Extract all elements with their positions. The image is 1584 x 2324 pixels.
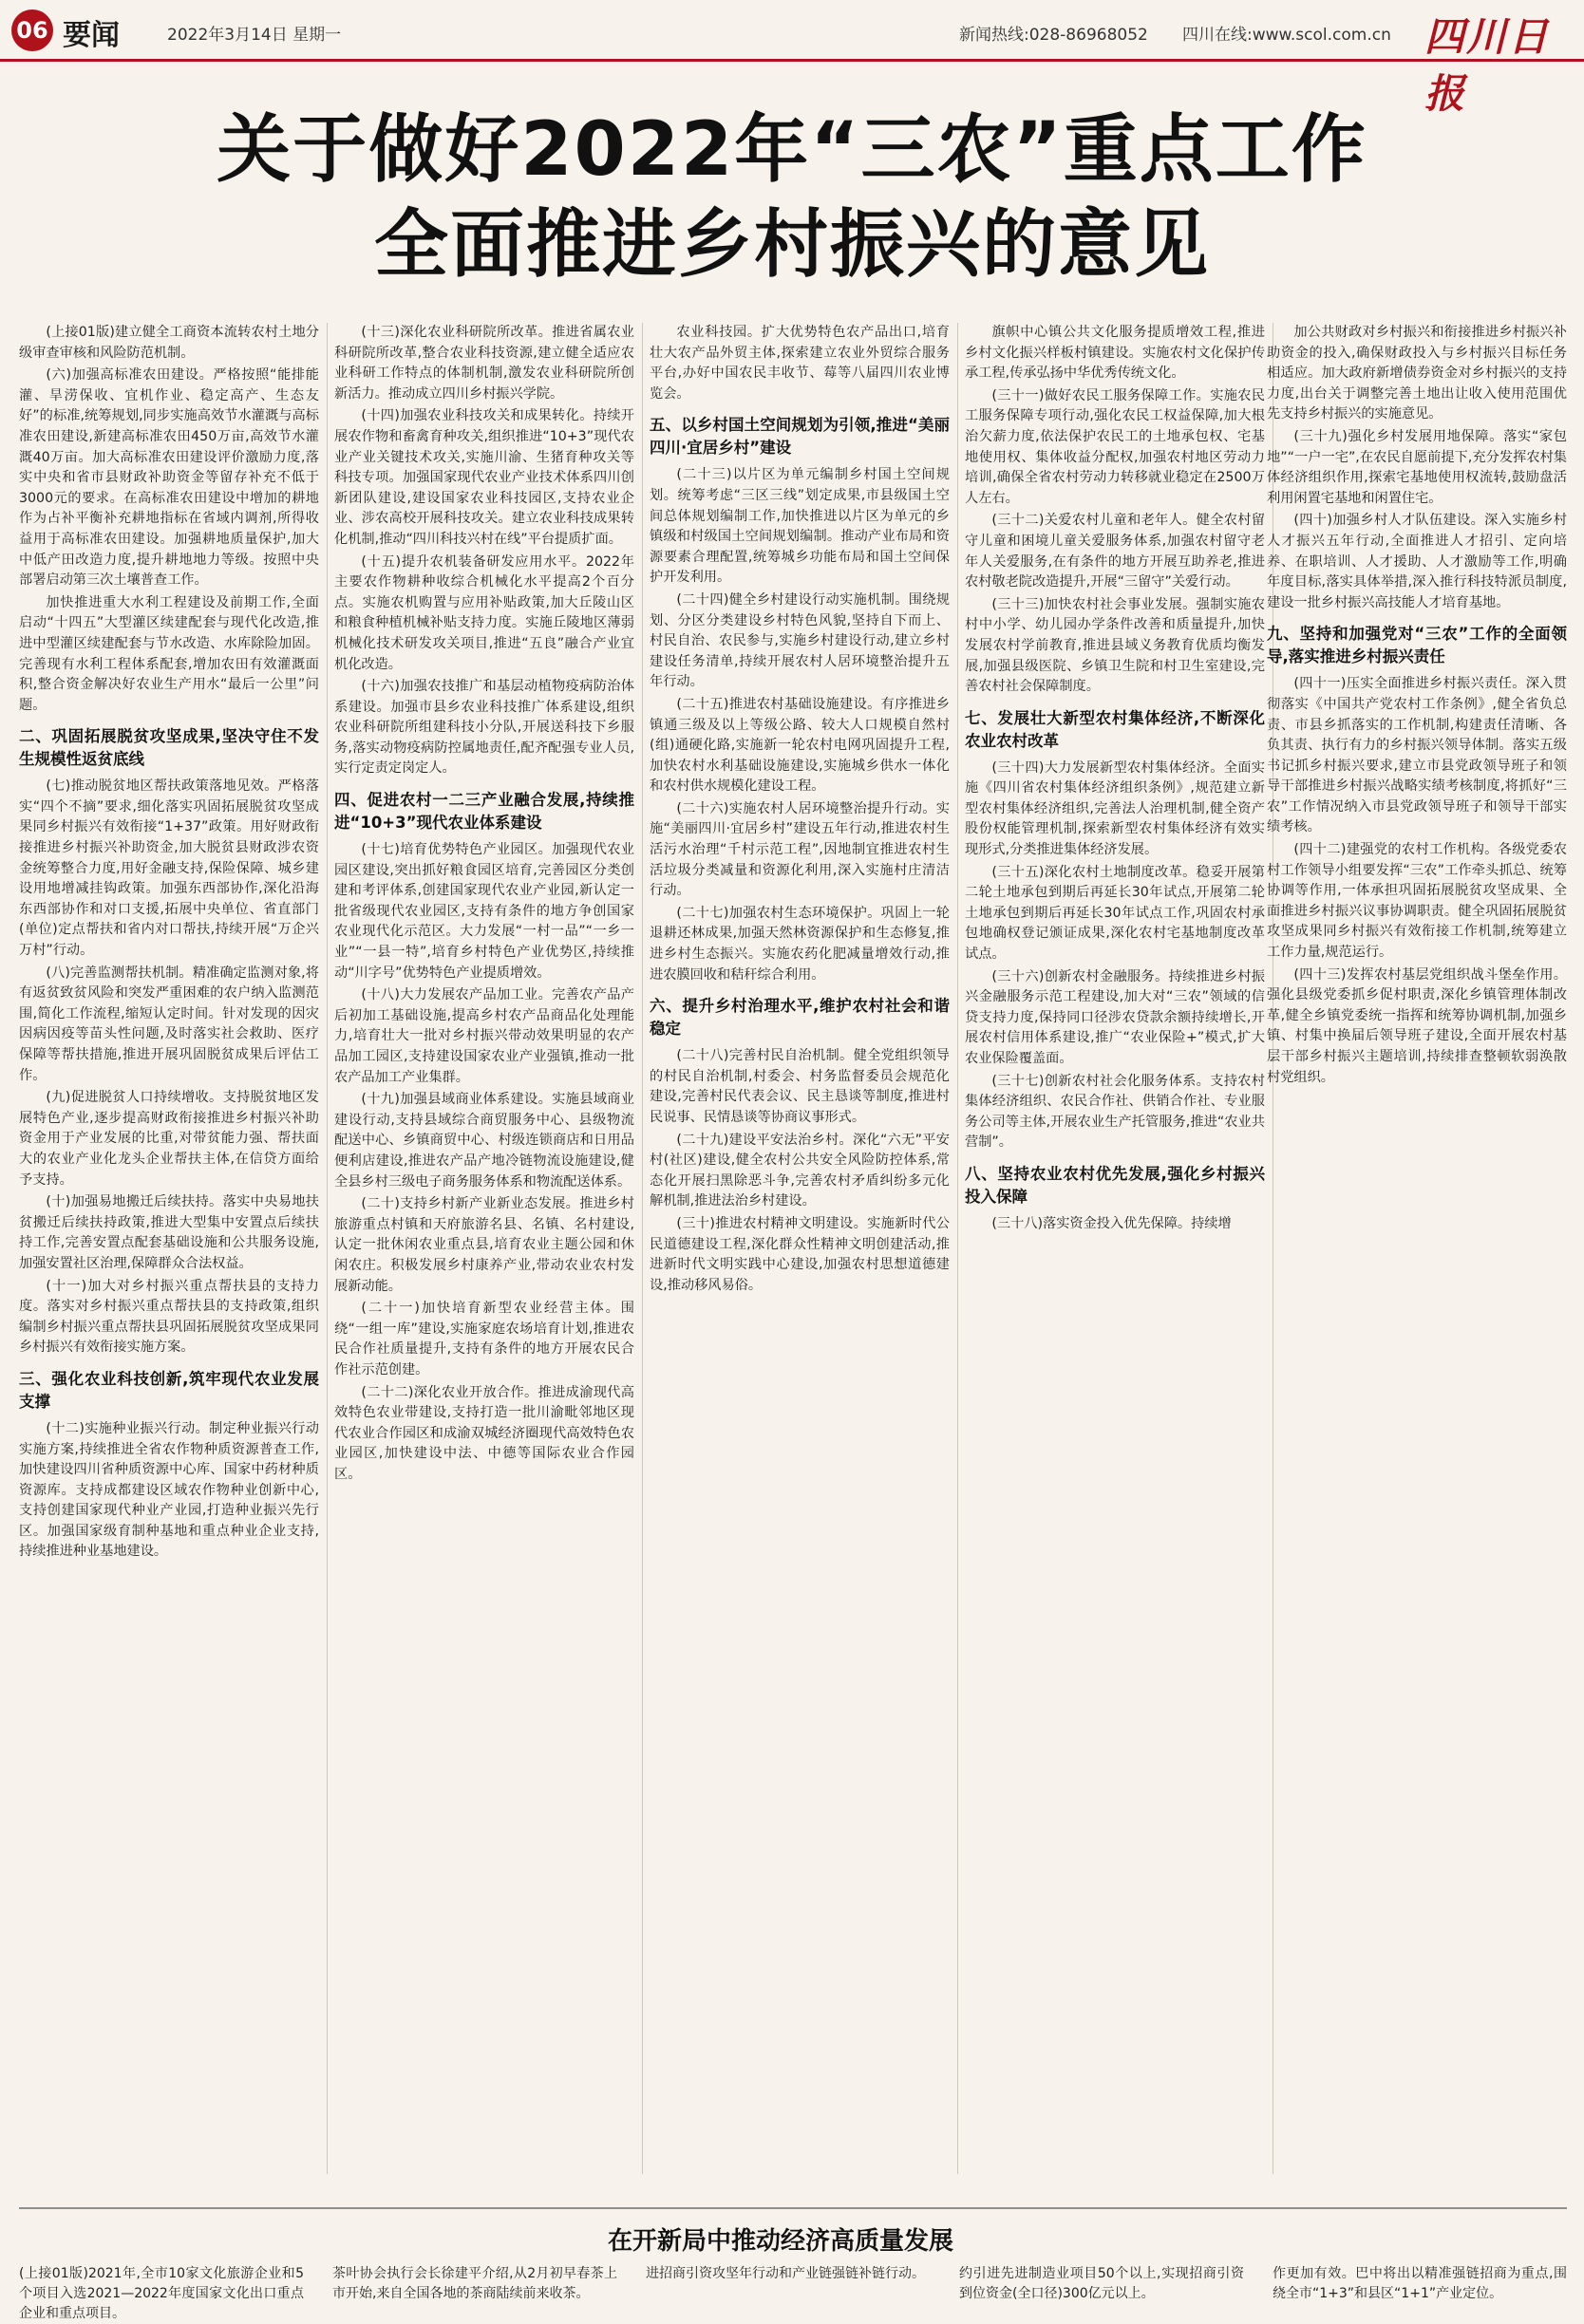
article-paragraph: (三十七)创新农村社会化服务体系。支持农村集体经济组织、农民合作社、供销合作社、专业服务公司等主体,开展农业生产托管服务,推进“农业共营制”。	[965, 1073, 1265, 1151]
section-subheading: 八、坚持农业农村优先发展,强化乡村振兴投入保障	[965, 1164, 1265, 1206]
story-separator	[19, 2207, 1567, 2209]
article-paragraph: (四十三)发挥农村基层党组织战斗堡垒作用。强化县级党委抓乡促村职责,深化乡镇管理体制改革,健全乡镇党委统一指挥和统筹协调机制,加强乡镇、村集中换届后领导班子建设,全面开展农村基层干部乡村振兴主题培训,持续排查整顿软弱涣散村党组织。	[1267, 966, 1567, 1085]
article-paragraph: (十七)培育优势特色产业园区。加强现代农业园区建设,突出抓好粮食园区培育,完善园区分类创建和考评体系,创建国家现代农业产业园,新认定一批省级现代农业园区,支持有条件的地方争创国家农业现代化示范区。大力发展“一村一品”“一乡一业”“一县一特”,培育乡村特色产业优势区,持续推动“川字号”优势特色产业提质增效。	[334, 842, 634, 981]
article-paragraph: (二十八)完善村民自治机制。健全党组织领导的村民自治机制,村委会、村务监督委员会规范化建设,完善村民代表会议、民主恳谈等制度,推进村民说事、民情恳谈等协商议事形式。	[650, 1048, 950, 1125]
section-subheading: 三、强化农业科技创新,筑牢现代农业发展支撑	[19, 1369, 319, 1411]
column-divider	[957, 323, 958, 2174]
main-headline	[0, 103, 1584, 292]
article-paragraph: (七)推动脱贫地区帮扶政策落地见效。严格落实“四个不摘”要求,细化落实巩固拓展脱贫攻坚成果同乡村振兴有效衔接“1+37”政策。用好财政衔接推进乡村振兴补助资金,加大脱贫县财政涉农资金统筹整合力度,用好金融支持,保险保障、城乡建设用地增减挂钩政策。加强东西部协作,深化沿海东西部协作和对口支援,拓展中央单位、省直部门(单位)定点帮扶和省内对口帮扶,持续开展“万企兴万村”行动。	[19, 778, 319, 959]
article-paragraph: (二十一)加快培育新型农业经营主体。围绕“一组一库”建设,实施家庭农场培育计划,推进农民合作社质量提升,支持有条件的地方开展农民合作社示范创建。	[334, 1301, 634, 1378]
article-paragraph: (上接01版)建立健全工商资本流转农村土地分级审查审核和风险防范机制。	[19, 325, 319, 361]
article-body	[19, 323, 1567, 2174]
article-paragraph: (十九)加强县域商业体系建设。实施县域商业建设行动,支持县域综合商贸服务中心、县级物流配送中心、乡镇商贸中心、村级连锁商店和日用品便利店建设,推进农产品产地冷链物流设施建设,健全县乡村三级电子商务服务体系和物流配送体系。	[334, 1092, 634, 1190]
news-hotline: 新闻热线:028-86968052	[959, 26, 1148, 45]
lower-story-column-4: 约引进先进制造业项目50个以上,实现招商引资到位资金(全口径)300亿元以上。	[959, 2266, 1244, 2301]
article-paragraph: (三十五)深化农村土地制度改革。稳妥开展第二轮土地承包到期后再延长30年试点,开展第二轮土地承包到期后再延长30年试点工作,巩固农村承包地确权登记颁证成果,深化农村宅基地制度改革试点。	[965, 864, 1265, 963]
article-paragraph: (三十八)落实资金投入优先保障。持续增	[991, 1215, 1232, 1231]
article-paragraph: (三十九)强化乡村发展用地保障。落实“家包地”“一户一宅”,在农民自愿前提下,充分发挥农村集体经济组织作用,探索宅基地使用权流转,鼓励盘活利用闲置宅基地和闲置住宅。	[1267, 428, 1567, 506]
lower-story-column-1: (上接01版)2021年,全市10家文化旅游企业和5个项目入选2021—2022年度国家文化出口重点企业和重点项目。	[19, 2266, 304, 2321]
article-paragraph: 旗帜中心镇公共文化服务提质增效工程,推进乡村文化振兴样板村镇建设。实施农村文化保护传承工程,传承弘扬中华优秀传统文化。	[965, 325, 1265, 382]
article-paragraph: (十一)加大对乡村振兴重点帮扶县的支持力度。落实对乡村振兴重点帮扶县的支持政策,组织编制乡村振兴重点帮扶县巩固拓展脱贫攻坚成果同乡村振兴有效衔接实施方案。	[19, 1278, 319, 1356]
article-paragraph: (四十)加强乡村人才队伍建设。深入实施乡村人才振兴五年行动,全面推进人才招引、定向培养、在职培训、人才援助、人才激励等工作,明确年度目标,落实具体举措,深入推行科技特派员制度,建设一批乡村振兴高技能人才培育基地。	[1267, 513, 1567, 610]
page-number-badge: 06	[11, 9, 53, 51]
page-header	[0, 0, 1584, 117]
lower-story-column-2: 茶叶协会执行会长徐建平介绍,从2月初早春茶上市开始,来自全国各地的茶商陆续前来收茶。	[332, 2266, 617, 2301]
column-divider	[642, 323, 643, 2174]
column-divider	[327, 323, 328, 2174]
article-paragraph: (十八)大力发展农产品加工业。完善农产品产后初加工基础设施,提高乡村农产品商品化处理能力,培育壮大一批对乡村振兴带动效果明显的农产品加工园区,支持建设国家农业产业强镇,推动一批农产品加工产业集群。	[334, 987, 634, 1085]
article-paragraph: (二十四)健全乡村建设行动实施机制。围绕规划、分区分类建设乡村特色风貌,坚持自下而上、村民自治、农民参与,实施乡村建设行动,建立乡村建设任务清单,持续开展农村人居环境整治提升五年行动。	[650, 591, 950, 690]
lower-story-column-3: 进招商引资攻坚年行动和产业链强链补链行动。	[646, 2266, 925, 2281]
website-link[interactable]: 四川在线:www.scol.com.cn	[1182, 26, 1391, 45]
article-column-4	[965, 323, 1265, 2174]
article-paragraph: (二十二)深化农业开放合作。推进成渝现代高效特色农业带建设,支持打造一批川渝毗邻地区现代农业合作园区和成渝双城经济圈现代高效特色农业园区,加快建设中法、中德等国际农业合作园区。	[334, 1384, 634, 1482]
article-paragraph: (三十二)关爱农村儿童和老年人。健全农村留守儿童和困境儿童关爱服务体系,加强农村留守老年人关爱服务,在有条件的地方开展互助养老,推进农村敬老院改造提升,开展“三留守”关爱行动。	[965, 513, 1265, 590]
article-paragraph: (九)促进脱贫人口持续增收。支持脱贫地区发展特色产业,逐步提高财政衔接推进乡村振兴补助资金用于产业发展的比重,对带贫能力强、帮扶面大的农业产业化龙头企业帮扶主体,在信贷方面给予支持。	[19, 1090, 319, 1188]
issue-date: 2022年3月14日 星期一	[167, 26, 342, 45]
section-subheading: 九、坚持和加强党对“三农”工作的全面领导,落实推进乡村振兴责任	[1267, 625, 1567, 666]
article-paragraph: 加公共财政对乡村振兴和衔接推进乡村振兴补助资金的投入,确保财政投入与乡村振兴目标任务相适应。加大政府新增债券资金对乡村振兴的支持力度,出台关于调整完善土地出让收入使用范围优先支持乡村振兴的实施意见。	[1267, 325, 1567, 422]
article-paragraph: (四十一)压实全面推进乡村振兴责任。深入贯彻落实《中国共产党农村工作条例》,健全省负总责、市县乡抓落实的工作机制,构建责任清晰、各负其责、执行有力的乡村振兴领导体制。落实五级书记抓乡村振兴要求,建立市县党政领导班子和领导干部推进乡村振兴战略实绩考核制度,将抓好“三农”工作情况纳入市县党政领导班子和领导干部实绩考核。	[1267, 676, 1567, 835]
article-paragraph: (十四)加强农业科技攻关和成果转化。持续开展农作物和畜禽育种攻关,组织推进“10+3”现代农业产业关键技术攻关,实施川渝、生猪育种攻关等科技专项。加强国家现代农业产业技术体系四川创新团队建设,建设国家农业科技园区,支持农业企业、涉农高校开展科技攻关。建立农业科技成果转化机制,推动“四川科技兴村在线”平台提质扩面。	[334, 408, 634, 547]
article-column-2	[334, 323, 634, 2174]
article-paragraph: (三十四)大力发展新型农村集体经济。全面实施《四川省农村集体经济组织条例》,规范建立新型农村集体经济组织,完善法人治理机制,健全资产股份权能管理机制,探索新型农村集体经济有效实现形式,分类推进集体经济发展。	[965, 759, 1265, 858]
article-paragraph: 农业科技园。扩大优势特色农产品出口,培育壮大农产品外贸主体,探索建立农业外贸综合服务平台,办好中国农民丰收节、莓等八届四川农业博览会。	[650, 325, 950, 402]
headline-line-1: 关于做好2022年“三农”重点工作	[217, 107, 1367, 193]
section-subheading: 五、以乡村国土空间规划为引领,推进“美丽四川·宜居乡村”建设	[650, 416, 950, 458]
article-paragraph: (六)加强高标准农田建设。严格按照“能排能灌、旱涝保收、宜机作业、稳定高产、生态友好”的标准,统筹规划,同步实施高效节水灌溉与高标准农田建设,新建高标准农田450万亩,高效节水灌溉40万亩。加大高标准农田建设评价激励力度,落实中央和省市县财政补助资金等留存补充不低于3000元的要求。在高标准农田建设中增加的耕地作为占补平衡补充耕地指标在省域内调剂,所得收益用于高标准农田建设。加强耕地质量保护,加大中低产田改造力度,提升耕地地力等级。按照中央部署启动第三次土壤普查工作。	[19, 367, 319, 589]
article-column-3	[650, 323, 950, 2174]
article-paragraph: (三十一)做好农民工服务保障工作。实施农民工服务保障专项行动,强化农民工权益保障,加大根治欠薪力度,依法保护农民工的土地承包权、宅基地使用权、集体收益分配权,加强农村地区劳动力培训,确保全省农村劳动力转移就业稳定在2500万人左右。	[965, 387, 1265, 506]
article-paragraph: (二十六)实施农村人居环境整治提升行动。实施“美丽四川·宜居乡村”建设五年行动,推进农村生活污水治理“千村示范工程”,因地制宜推进农村生活垃圾分类减量和资源化利用,深入实施村庄清洁行动。	[650, 800, 950, 899]
article-paragraph: (二十九)建设平安法治乡村。深化“六无”平安村(社区)建设,健全农村公共安全风险防控体系,常态化开展扫黑除恶斗争,完善农村矛盾纠纷多元化解机制,推进法治乡村建设。	[650, 1132, 950, 1209]
article-paragraph: (十六)加强农技推广和基层动植物疫病防治体系建设。加强市县乡农业科技推广体系建设,组织农业科研院所组建科技小分队,开展送科技下乡服务,落实动物疫病防控属地责任,配齐配强专业人员,实行定责定岗定人。	[334, 679, 634, 777]
article-paragraph: (十五)提升农机装备研发应用水平。2022年主要农作物耕种收综合机械化水平提高2个百分点。实施农机购置与应用补贴政策,加大丘陵山区和粮食种植机械补贴支持力度。实施丘陵地区薄弱机械化技术研发攻关项目,推进“五良”融合产业宜机化改造。	[334, 553, 634, 672]
section-subheading: 二、巩固拓展脱贫攻坚成果,坚决守住不发生规模性返贫底线	[19, 727, 319, 769]
article-paragraph: (三十六)创新农村金融服务。持续推进乡村振兴金融服务示范工程建设,加大对“三农”领域的信贷支持力度,保持同口径涉农贷款余额持续增长,开展农村信用体系建设,推广“农业保险+”模式,扩大农业保险覆盖面。	[965, 968, 1265, 1066]
article-paragraph: (十二)实施种业振兴行动。制定种业振兴行动实施方案,持续推进全省农作物种质资源普查工作,加快建设四川省种质资源中心库、国家中药材种质资源库。支持成都建设区域农作物种业创新中心,支持创建国家现代种业产业园,打造种业振兴先行区。加强国家级育制种基地和重点种业企业支持,持续推进种业基地建设。	[19, 1420, 319, 1560]
article-column-5	[1267, 323, 1567, 2174]
article-column-1	[19, 323, 319, 2174]
article-paragraph: (二十七)加强农村生态环境保护。巩固上一轮退耕还林成果,加强天然林资源保护和生态修复,推进乡村生态振兴。实施农药化肥减量增效行动,推进农膜回收和秸秆综合利用。	[650, 905, 950, 983]
headline-line-2: 全面推进乡村振兴的意见	[373, 202, 1210, 288]
section-subheading: 四、促进农村一二三产业融合发展,持续推进“10+3”现代农业体系建设	[334, 791, 634, 833]
article-paragraph: 加快推进重大水利工程建设及前期工作,全面启动“十四五”大型灌区续建配套与现代化改造,推进中型灌区续建配套与节水改造、水库除险加固。完善现有水利工程体系配套,增加农田有效灌溉面积,整合资金解决好农业生产用水“最后一公里”问题。	[19, 594, 319, 713]
article-paragraph: (二十三)以片区为单元编制乡村国土空间规划。统筹考虑“三区三线”划定成果,市县级国土空间总体规划编制工作,加快推进以片区为单元的乡镇级和村级国土空间规划编制。推动产业布局和资源要素合理配置,统筹城乡功能布局和国土空间保护开发利用。	[650, 467, 950, 586]
article-paragraph: (三十三)加快农村社会事业发展。强制实施农村中小学、幼儿园办学条件改善和质量提升,加快发展农村学前教育,推进县域义务教育优质均衡发展,加强县级医院、乡镇卫生院和村卫生室建设,完善农村社会保障制度。	[965, 596, 1265, 695]
article-paragraph: (二十五)推进农村基础设施建设。有序推进乡镇通三级及以上等级公路、较大人口规模自然村(组)通硬化路,实施新一轮农村电网巩固提升工程,加快农村水利基础设施建设,实施城乡供水一体化和农村供水规模化建设工程。	[650, 696, 950, 795]
lower-story-column-5: 作更加有效。巴中将出以精准强链招商为重点,围绕全市“1+3”和县区“1+1”产业定位。	[1273, 2266, 1567, 2301]
article-paragraph: (二十)支持乡村新产业新业态发展。推进乡村旅游重点村镇和天府旅游名县、名镇、名村建设,认定一批休闲农业重点县,培育农业主题公园和休闲农庄。积极发展乡村康养产业,带动农业农村发展新动能。	[334, 1196, 634, 1294]
section-title: 要闻	[63, 19, 120, 52]
article-paragraph: (十三)深化农业科研院所改革。推进省属农业科研院所改革,整合农业科技资源,建立健全适应农业科研工作特点的体制机制,激发农业科研院所创新活力。推动成立四川乡村振兴学院。	[334, 325, 634, 402]
article-paragraph: (四十二)建强党的农村工作机构。各级党委农村工作领导小组要发挥“三农”工作牵头抓总、统筹协调等作用,一体承担巩固拓展脱贫攻坚成果、全面推进乡村振兴议事协调职责。健全巩固拓展脱贫攻坚成果同乡村振兴有效衔接工作机制,统筹建立工作力量,规范运行。	[1267, 842, 1567, 961]
lower-story-headline: 在开新局中推动经济高质量发展	[608, 2227, 954, 2256]
section-subheading: 六、提升乡村治理水平,维护农村社会和谐稳定	[650, 997, 950, 1039]
article-paragraph: (十)加强易地搬迁后续扶持。落实中央易地扶贫搬迁后续扶持政策,推进大型集中安置点后续扶持工作,完善安置点配套基础设施和公共服务设施,加强安置社区治理,保障群众合法权益。	[19, 1194, 319, 1271]
section-subheading: 七、发展壮大新型农村集体经济,不断深化农业农村改革	[965, 708, 1265, 750]
article-paragraph: (八)完善监测帮扶机制。精准确定监测对象,将有返贫致贫风险和突发严重困难的农户纳入监测范围,简化工作流程,缩短认定时间。针对发现的因灾因病因疫等苗头性问题,及时落实社会救助、医疗保障等帮扶措施,推进开展巩固脱贫成果后评估工作。	[19, 965, 319, 1083]
article-paragraph: (三十)推进农村精神文明建设。实施新时代公民道德建设工程,深化群众性精神文明创建活动,推进新时代文明实践中心建设,加强农村思想道德建设,推动移风易俗。	[650, 1215, 950, 1293]
masthead-logo: 四川日报	[1424, 13, 1551, 117]
